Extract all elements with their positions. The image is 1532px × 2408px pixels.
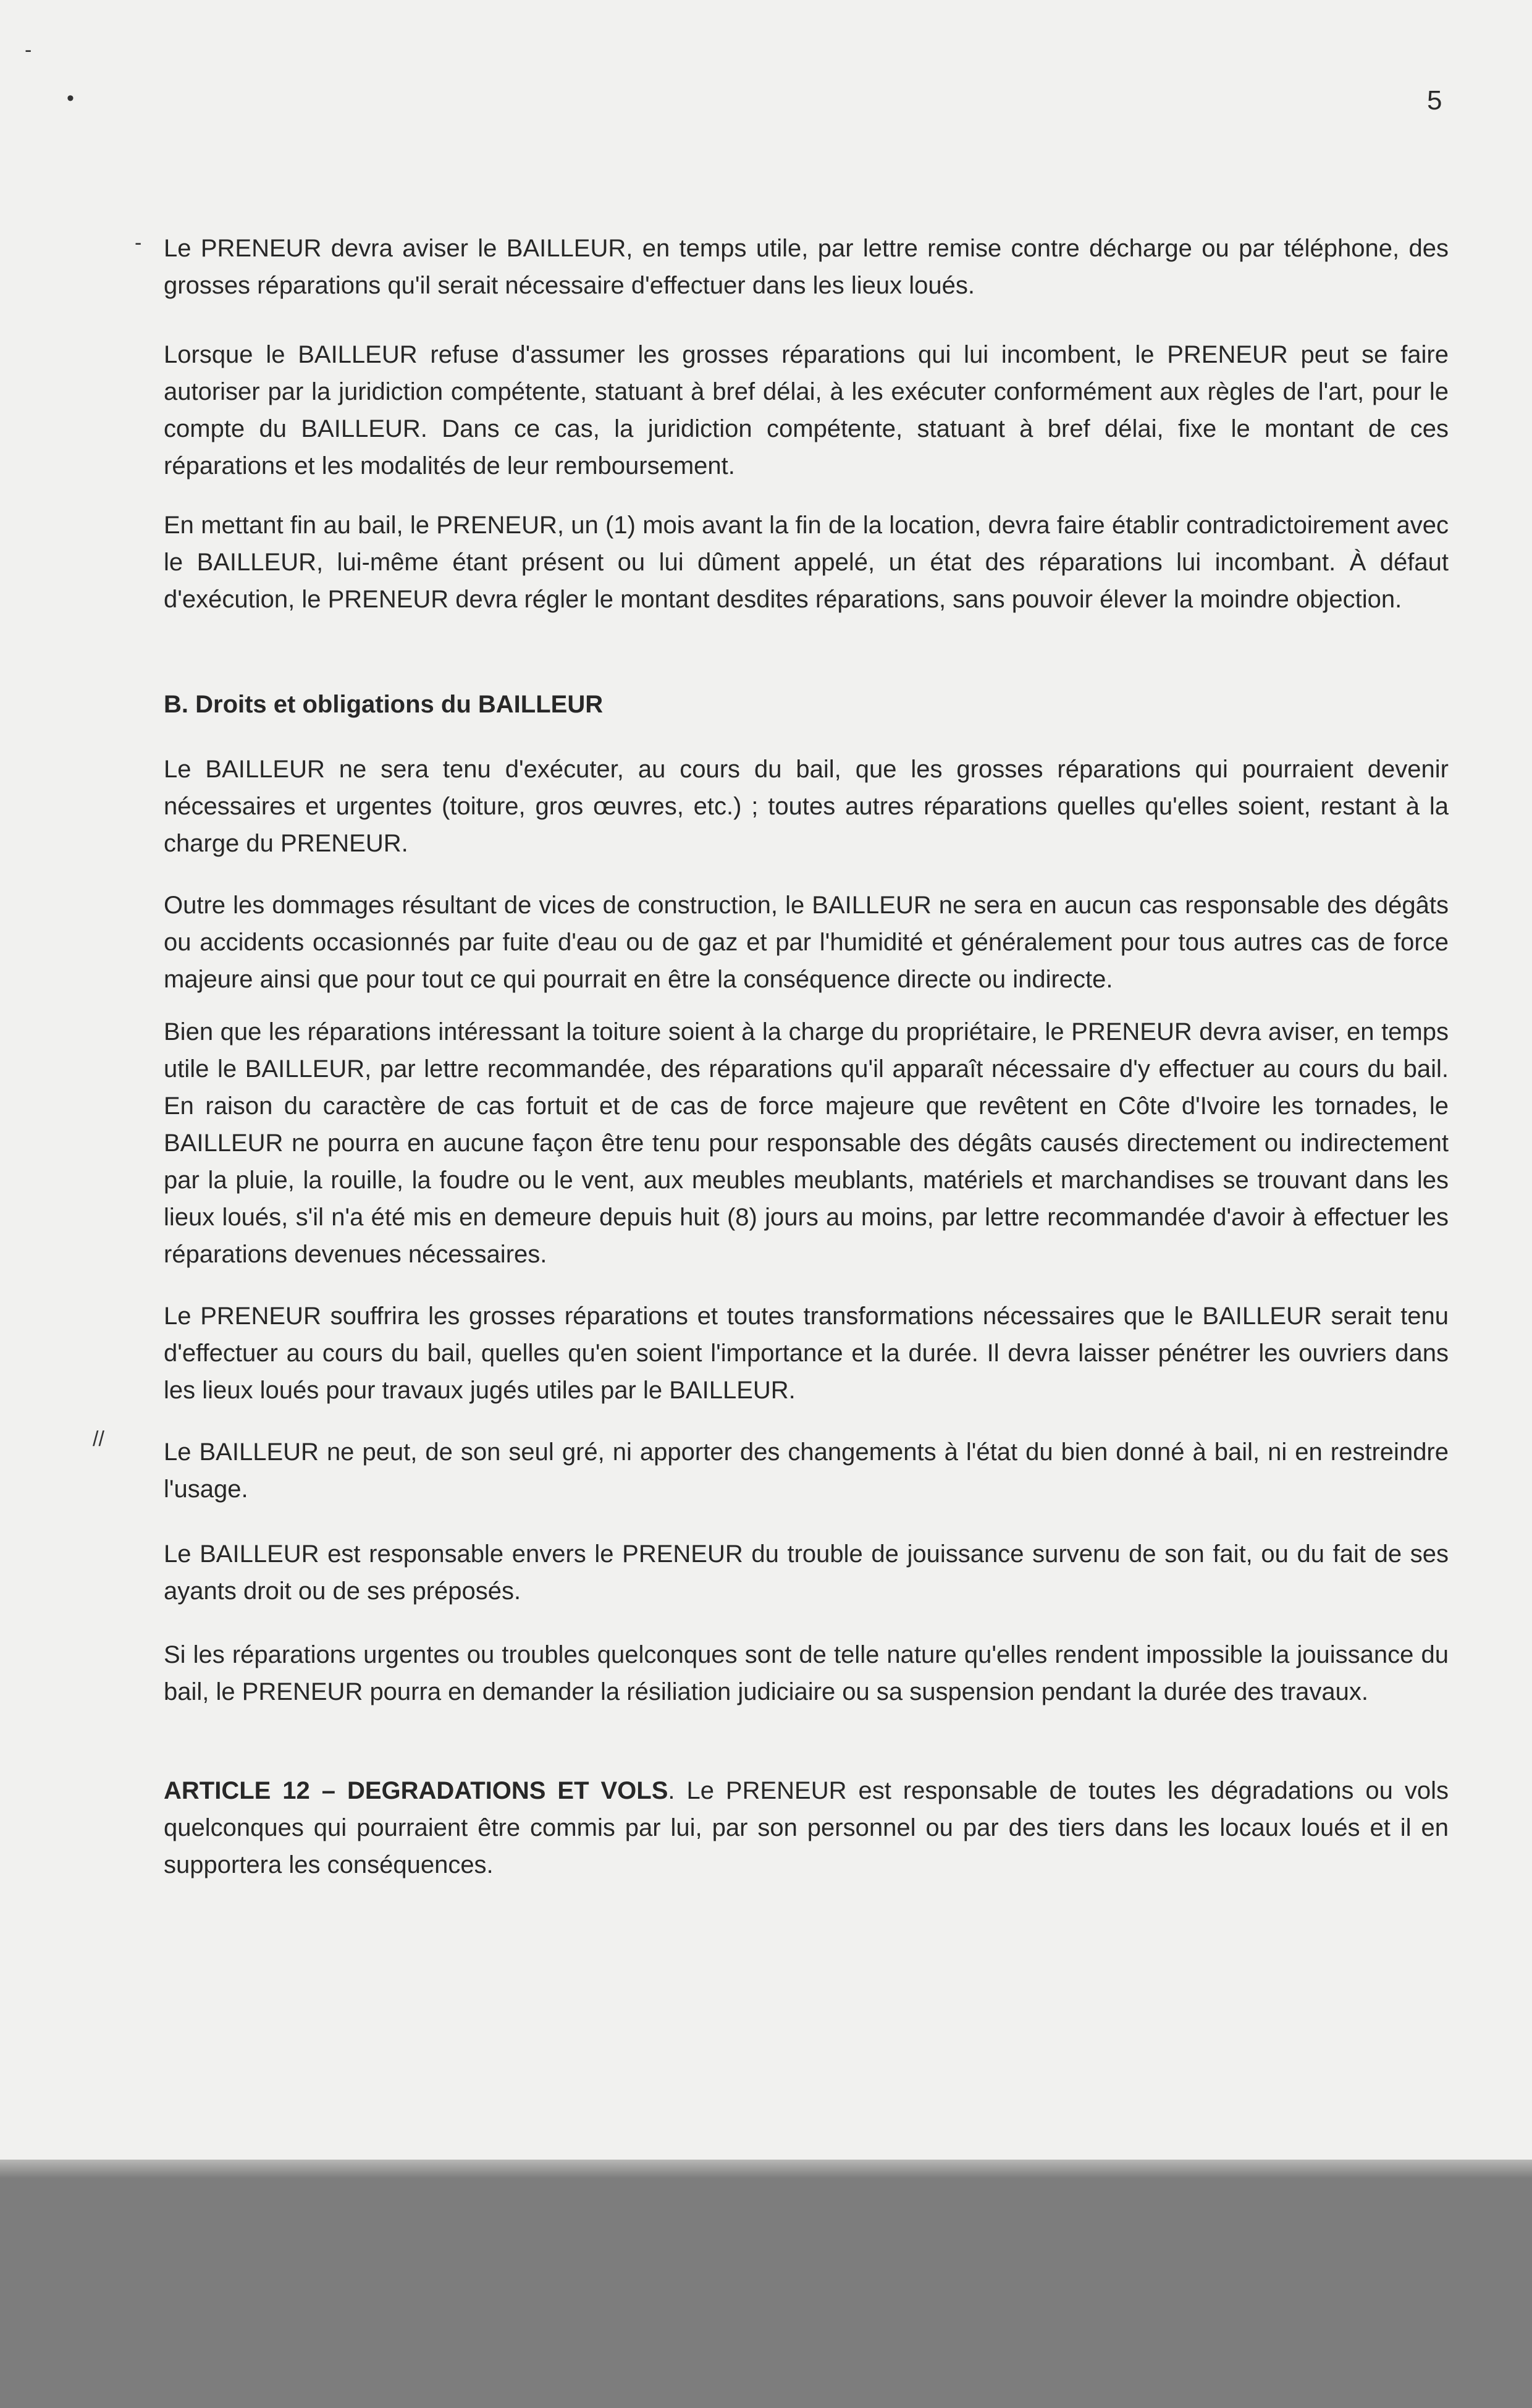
paragraph: Lorsque le BAILLEUR refuse d'assumer les grosses réparations qui lui incombent, le PRENEUR peut se faire autoriser par la juridiction compétente, statuant à bref délai, à les exécuter conformément aux règles de l'art, pour le compte du BAILLEUR. Dans ce cas, la juridiction compétente, statuant à bref délai, fixe le montant de ces réparations et les modalités de leur remboursement. xyxy=(164,341,1449,479)
scan-mark: • xyxy=(67,87,74,110)
paragraph: Le BAILLEUR ne sera tenu d'exécuter, au cours du bail, que les grosses réparations qui pourraient devenir nécessaires et urgentes (toiture, gros œuvres, etc.) ; toutes autres réparations quelles qu'elles soient, restant à la charge du PRENEUR. xyxy=(164,756,1449,857)
paragraph: Le PRENEUR souffrira les grosses réparations et toutes transformations nécessaires que le BAILLEUR serait tenu d'effectuer au cours du bail, quelles qu'en soient l'importance et la durée. Il devra laisser pénétrer les ouvriers dans les lieux loués pour travaux jugés utiles par le BAILLEUR. xyxy=(164,1303,1449,1404)
article-body: . Le PRENEUR est responsable de toutes les dégradations ou vols quelconques qui pourraient être commis par lui, par son personnel ou par des tiers dans les locaux loués et il en supportera les conséquences. xyxy=(164,1777,1449,1878)
scan-mark: - xyxy=(135,231,142,255)
page-number: 5 xyxy=(1427,85,1442,116)
scan-mark: - xyxy=(25,38,32,62)
article-paragraph xyxy=(164,1772,1449,1883)
scan-edge xyxy=(0,2160,1532,2178)
article-title: ARTICLE 12 – DEGRADATIONS ET VOLS xyxy=(164,1777,668,1804)
paragraph: Outre les dommages résultant de vices de construction, le BAILLEUR ne sera en aucun cas responsable des dégâts ou accidents occasionnés par fuite d'eau ou de gaz et par l'humidité et généralement pour tous autres cas de force majeure ainsi que pour tout ce qui pourrait en être la conséquence directe ou indirecte. xyxy=(164,892,1449,993)
paragraph: Bien que les réparations intéressant la toiture soient à la charge du propriétaire, le PRENEUR devra aviser, en temps utile le BAILLEUR, par lettre recommandée, des réparations qu'il apparaît nécessaire d'y effectuer au cours du bail. En raison du caractère de cas fortuit et de cas de force majeure que revêtent en Côte d'Ivoire les tornades, le BAILLEUR ne pourra en aucune façon être tenu pour responsable des dégâts causés directement ou indirectement par la pluie, la rouille, la foudre ou le vent, aux meubles meublants, matériels et marchandises se trouvant dans les lieux loués, s'il n'a été mis en demeure depuis huit (8) jours au moins, par lettre recommandée d'avoir à effectuer les réparations devenues nécessaires. xyxy=(164,1018,1449,1268)
paragraph: Le BAILLEUR ne peut, de son seul gré, ni apporter des changements à l'état du bien donné à bail, ni en restreindre l'usage. xyxy=(164,1438,1449,1503)
paragraph: En mettant fin au bail, le PRENEUR, un (1) mois avant la fin de la location, devra faire établir contradictoirement avec le BAILLEUR, lui-même étant présent ou lui dûment appelé, un état des réparations lui incombant. À défaut d'exécution, le PRENEUR devra régler le montant desdites réparations, sans pouvoir élever la moindre objection. xyxy=(164,512,1449,613)
paragraph: Si les réparations urgentes ou troubles quelconques sont de telle nature qu'elles rendent impossible la jouissance du bail, le PRENEUR pourra en demander la résiliation judiciaire ou sa suspension pendant la durée des travaux. xyxy=(164,1641,1449,1705)
paragraph: Le PRENEUR devra aviser le BAILLEUR, en temps utile, par lettre remise contre décharge ou par téléphone, des grosses réparations qu'il serait nécessaire d'effectuer dans les lieux loués. xyxy=(164,235,1449,299)
paragraph: Le BAILLEUR est responsable envers le PRENEUR du trouble de jouissance survenu de son fait, ou du fait de ses ayants droit ou de ses préposés. xyxy=(164,1540,1449,1605)
section-heading: B. Droits et obligations du BAILLEUR xyxy=(164,691,604,718)
scan-mark: // xyxy=(93,1427,104,1451)
